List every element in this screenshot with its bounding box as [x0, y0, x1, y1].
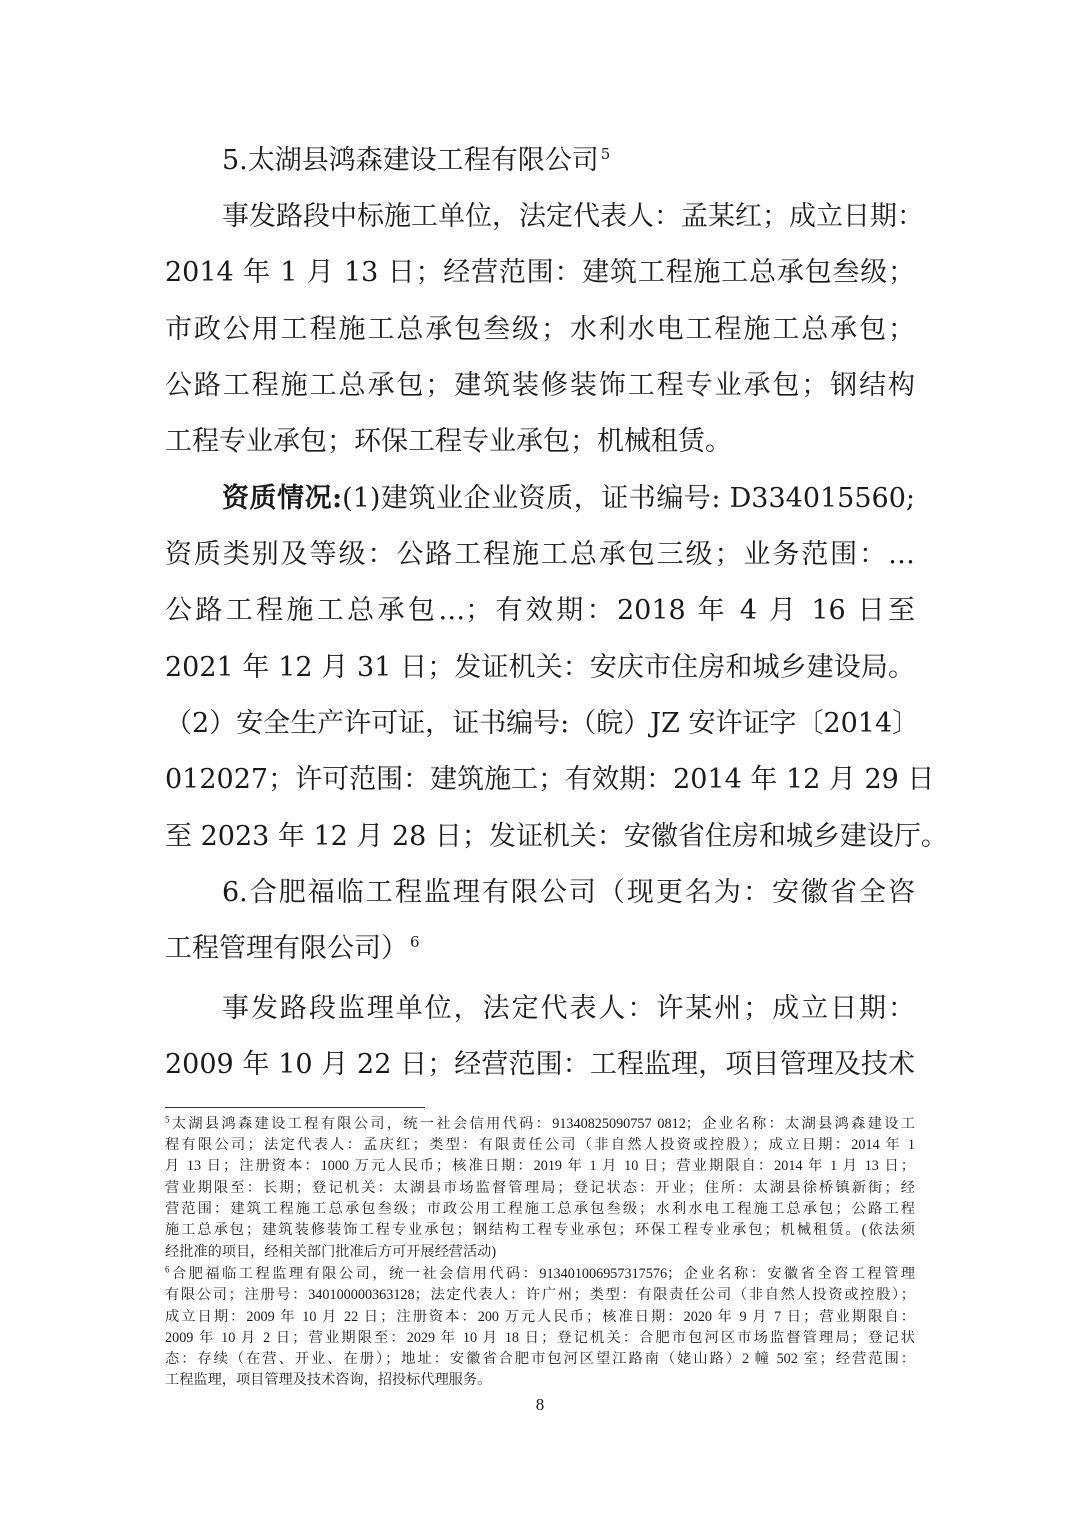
paragraph-line: 事发路段中标施工单位，法定代表人：孟某红；成立日期： — [222, 201, 924, 232]
qualification-line — [222, 471, 915, 527]
footnote-line: 工程监理，项目管理及技术咨询，招投标代理服务。 — [165, 1372, 492, 1388]
footnote-line: 月 13 日；注册资本：1000 万元人民币；核准日期：2019 年 1 月 10 日；营业期限自：2014 年 1 月 13 日； — [165, 1158, 915, 1174]
paragraph-line: 2009 年 10 月 22 日；经营范围：工程监理，项目管理及技术 — [165, 1049, 915, 1080]
section-heading-6-cont — [165, 921, 915, 977]
footnote-line: 成立日期：2009 年 10 月 22 日；注册资本：200 万元人民币；核准日期：2020 年 9 月 7 日；营业期限自： — [165, 1309, 915, 1325]
footnote-line: 有限公司；注册号：340100000363128；法定代表人：许广州；类型：有限责任公司（非自然人投资或控股）； — [165, 1287, 915, 1303]
footnote-line: 施工总承包；建筑装修装饰工程专业承包；钢结构工程专业承包；环保工程专业承包；机械租赁。(依法须 — [165, 1222, 915, 1238]
footnote-ref: 6 — [410, 933, 420, 951]
footnote-ref: 5 — [600, 145, 611, 163]
paragraph-line: 公路工程施工总承包…；有效期：2018 年 4 月 16 日至 — [165, 595, 915, 626]
footnote-mark: 5 — [165, 1114, 170, 1125]
paragraph-line: 事发路段监理单位，法定代表人：许某州；成立日期： — [222, 993, 915, 1024]
footnote-line: 2009 年 10 月 2 日；营业期限至：2029 年 10 月 18 日；登记机关：合肥市包河区市场监督管理局；登记状 — [165, 1330, 915, 1346]
footnote-text: 太湖县鸿森建设工程有限公司，统一社会信用代码：91340825090757 0812；企业名称：太湖县鸿森建设工 — [169, 1116, 915, 1132]
footnote-separator — [165, 1107, 425, 1108]
paragraph-line: 公路工程施工总承包；建筑装修装饰工程专业承包；钢结构 — [165, 370, 915, 401]
heading-text: 5.太湖县鸿森建设工程有限公司 — [222, 145, 599, 176]
footnote-line: 营范围：建筑工程施工总承包叁级；市政公用工程施工总承包叁级；水利水电工程施工总承包；公路工程 — [165, 1201, 915, 1217]
paragraph-line: 至 2023 年 12 月 28 日；发证机关：安徽省住房和城乡建设厅。 — [165, 821, 948, 852]
footnote-line: 营业期限至：长期；登记机关：太湖县市场监督管理局；登记状态：开业；住所：太湖县徐桥镇新街；经 — [165, 1180, 915, 1196]
paragraph-line: 2014 年 1 月 13 日；经营范围：建筑工程施工总承包叁级； — [165, 257, 915, 288]
paragraph-line: 市政公用工程施工总承包叁级；水利水电工程施工总承包； — [165, 314, 915, 345]
paragraph-line: 012027；许可范围：建筑施工；有效期：2014 年 12 月 29 日 — [165, 764, 935, 795]
paragraph-line: （2）安全生产许可证，证书编号:（皖）JZ 安许证字〔2014〕 — [165, 708, 920, 739]
footnote-line — [165, 1264, 915, 1285]
footnote-text: 合肥福临工程监理有限公司，统一社会信用代码：913401006957317576；企业名称：安徽省全咨工程管理 — [169, 1266, 915, 1282]
footnote-line: 程有限公司；法定代表人：孟庆红；类型：有限责任公司（非自然人投资或控股）；成立日期：2014 年 1 — [165, 1137, 915, 1153]
section-heading-6: 6.合肥福临工程监理有限公司（现更名为：安徽省全咨 — [222, 877, 915, 908]
footnote-line: 经批准的项目，经相关部门批准后方可开展经营活动) — [165, 1244, 497, 1260]
heading-text: 工程管理有限公司） — [165, 933, 408, 964]
footnote-line: 态：存续（在营、开业、在册）；地址：安徽省合肥市包河区望江路南（姥山路）2 幢 502 室；经营范围： — [165, 1351, 915, 1367]
paragraph-line: 工程专业承包；环保工程专业承包；机械租赁。 — [165, 426, 732, 457]
qualification-text: (1)建筑业企业资质，证书编号: D334015560; — [342, 483, 915, 514]
qualification-label: 资质情况: — [222, 483, 343, 514]
paragraph-line: 2021 年 12 月 31 日；发证机关：安庆市住房和城乡建设局。 — [165, 652, 915, 683]
paragraph-line: 资质类别及等级：公路工程施工总承包三级；业务范围：… — [165, 539, 915, 570]
footnote-mark: 6 — [165, 1264, 170, 1275]
section-heading-5 — [222, 133, 915, 189]
footnote-line — [165, 1114, 915, 1135]
page-number: 8 — [535, 1395, 545, 1414]
